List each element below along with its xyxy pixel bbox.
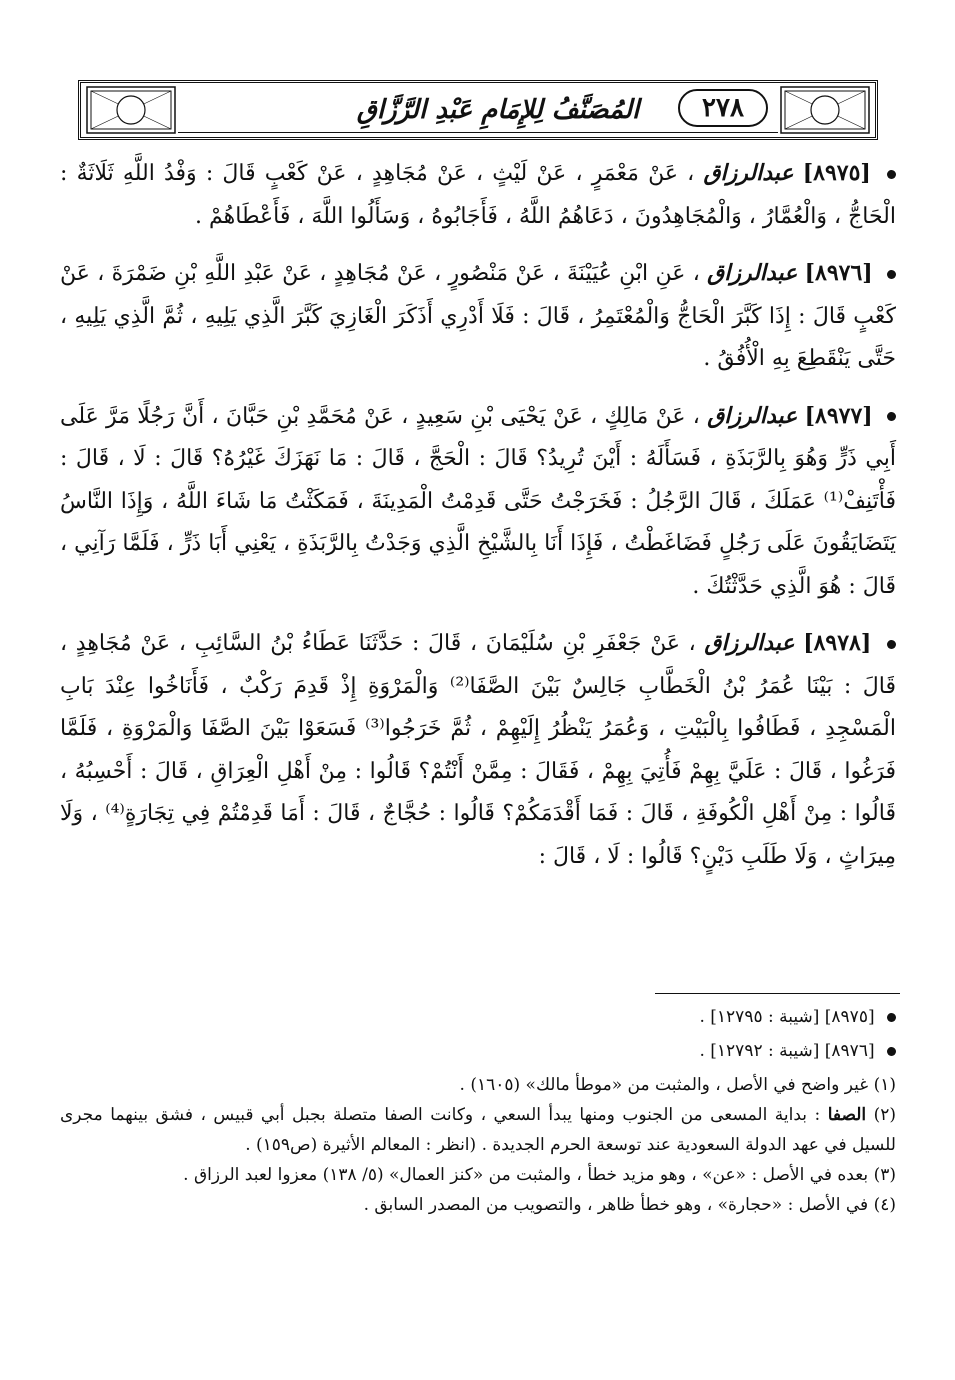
footnote-divider (655, 993, 900, 994)
source-number: [٨٩٧٥] (824, 1007, 875, 1027)
footnotes (60, 1002, 896, 1220)
hadith-narrator: عبدالرزاق (703, 160, 794, 186)
hadith-text: ، عَنْ جَعْفَرِ بْنِ سُلَيْمَانَ ، قَالَ : حَدَّثَنَا عَطَاءُ بْنُ السَّائِبِ ، عَنْ مُجَاهِدٍ ، قَالَ : بَيْنَا عُمَرُ بْنُ الْخَطَّابِ جَالِسٌ بَيْنَ الصَّفَا⁽²⁾ وَالْمَرْوَةِ إِذْ قَدِمَ رَكْبٌ ، فَأَنَاخُوا عِنْدَ بَابِ الْمَسْجِدِ ، فَطَافُوا بِالْبَيْتِ ، وَعُمَرُ يَنْظُرُ إِلَيْهِمْ ، ثُمَّ خَرَجُوا⁽³⁾ فَسَعَوْا بَيْنَ الصَّفَا وَالْمَرْوَةِ ، فَلَمَّا فَرَغُوا ، قَالَ : عَلَيَّ بِهِمْ فَأُتِيَ بِهِمْ ، فَقَالَ : مِمَّنْ أَنْتُمْ؟ قَالُوا : مِنْ أَهْلِ الْعِرَاقِ ، قَالَ : أَحْسِبُهُ ، قَالُوا : مِنْ أَهْلِ الْكُوفَةِ ، قَالَ : فَمَا أَقْدَمَكُمْ؟ قَالُوا : حُجَّاجٌ ، قَالَ : أَمَا قَدِمْتُمْ فِي تِجَارَةٍ⁽⁴⁾ ، وَلَا مِيرَاثٍ ، وَلَا طَلَبِ دَيْنٍ؟ قَالُوا : لَا ، قَالَ : (60, 631, 896, 869)
main-text (60, 152, 896, 892)
bullet-icon (887, 412, 896, 421)
hadith-narrator: عبدالرزاق (707, 402, 798, 429)
footnote (60, 1190, 896, 1220)
bullet-icon (887, 170, 896, 179)
bullet-icon (887, 1013, 896, 1022)
source-reference (60, 1002, 896, 1032)
ornament-right-icon (780, 86, 870, 134)
footnote (60, 1100, 896, 1160)
footnote-marker: (٤) (873, 1195, 896, 1215)
page-number: ٢٧٨ (678, 89, 768, 127)
footnote (60, 1160, 896, 1190)
source-reference (60, 1036, 896, 1066)
footnote-text: : بداية المسعى من الجنوب ومنها يبدأ السعي ، وكانت الصفا متصلة بجبل أبي قبيس ، فشق بينهما مجرى للسيل في عهد الدولة السعودية عند توسعة الحرم الجديدة . (انظر : المعالم الأثيرة (ص١٥٩) . (60, 1105, 896, 1155)
hadith-narrator: عبدالرزاق (707, 260, 798, 286)
hadith-number: [٨٩٧٧] (804, 402, 873, 429)
source-number: [٨٩٧٦] (824, 1041, 875, 1061)
hadith-entry (60, 395, 896, 609)
footnote-text: في الأصل : «حجارة» ، وهو خطأ ظاهر ، والتصويب من المصدر السابق . (363, 1195, 869, 1215)
footnote-marker: (١) (873, 1075, 896, 1095)
ornament-left-icon (86, 86, 176, 134)
footnote-text: غير واضح في الأصل ، والمثبت من «موطأ مالك» (١٦٠٥) . (459, 1075, 869, 1095)
hadith-text: ، عَنْ مَعْمَرٍ ، عَنْ لَيْثٍ ، عَنْ مُجَاهِدٍ ، عَنْ كَعْبٍ قَالَ : وَفْدُ اللَّهِ ثَلَاثَةٌ : الْحَاجُّ ، وَالْعُمَّارُ ، وَالْمُجَاهِدُونَ ، دَعَاهُمُ اللَّهُ ، فَأَجَابُوهُ ، وَسَأَلُوا اللَّهَ ، فَأَعْطَاهُمْ . (60, 161, 896, 229)
hadith-entry (60, 252, 896, 381)
footnote-marker: (٣) (873, 1165, 896, 1185)
hadith-number: [٨٩٧٨] (803, 630, 872, 656)
header-divider (178, 132, 778, 133)
hadith-entry (60, 622, 896, 878)
hadith-number: [٨٩٧٦] (804, 260, 873, 286)
footnote (60, 1070, 896, 1100)
page-header (78, 80, 878, 140)
bullet-icon (887, 640, 896, 649)
hadith-narrator: عبدالرزاق (704, 630, 795, 656)
hadith-text: ، عَنِ ابْنِ عُيَيْنَةَ ، عَنْ مَنْصُورٍ ، عَنْ مُجَاهِدٍ ، عَنْ عَبْدِ اللَّهِ بْنِ ضَمْرَةَ ، عَنْ كَعْبٍ قَالَ : إِذَا كَبَّرَ الْحَاجُّ وَالْمُعْتَمِرُ ، قَالَ : فَلَا أَدْرِي أَذَكَرَ الْغَازِيَ كَبَّرَ الَّذِي يَلِيهِ ، ثُمَّ الَّذِي يَلِيهِ ، حَتَّى يَنْقَطِعَ بِهِ الْأُفُقُ . (60, 261, 896, 371)
footnote-text: بعده في الأصل : «عن» ، وهو مزيد خطأ ، والمثبت من «كنز العمال» (٥/ ١٣٨) معزوا لعبد الرزاق . (183, 1165, 869, 1185)
bullet-icon (887, 1047, 896, 1056)
footnote-term: الصفا (827, 1105, 867, 1125)
source-text: [شيبة : ١٢٧٩٥] . (699, 1007, 820, 1027)
footnote-marker: (٢) (873, 1105, 897, 1125)
hadith-number: [٨٩٧٥] (802, 160, 871, 186)
book-title: المُصَنَّفُ لِلإِمَامِ عَبْدِ الرَّزَّاقِ (356, 95, 640, 125)
hadith-text: ، عَنْ مَالِكٍ ، عَنْ يَحْيَى بْنِ سَعِيدٍ ، عَنْ مُحَمَّدِ بْنِ حَبَّانَ ، أَنَّ رَجُلًا مَرَّ عَلَى أَبِي ذَرٍّ وَهُوَ بِالرَّبَذَةِ ، فَسَأَلَهُ : أَيْنَ تُرِيدُ؟ قَالَ : الْحَجَّ ، قَالَ : مَا نَهَزَكَ غَيْرُهُ؟ قَالَ : لَا ، قَالَ : فَأْتَنِفْ⁽¹⁾ عَمَلَكَ ، قَالَ الرَّجُلُ : فَخَرَجْتُ حَتَّى قَدِمْتُ الْمَدِينَةَ ، فَمَكَثْتُ مَا شَاءَ اللَّهُ ، وَإِذَا النَّاسُ يَتَضَايَقُونَ عَلَى رَجُلٍ فَضَاغَطْتُ ، فَإِذَا أَنَا بِالشَّيْخِ الَّذِي وَجَدْتُ بِالرَّبَذَةِ ، يَعْنِي أَبَا ذَرٍّ ، فَلَمَّا رَآنِي ، قَالَ : هُوَ الَّذِي حَدَّثْتُكَ . (60, 403, 896, 599)
hadith-entry (60, 152, 896, 238)
source-text: [شيبة : ١٢٧٩٢] . (699, 1041, 820, 1061)
bullet-icon (887, 270, 896, 279)
